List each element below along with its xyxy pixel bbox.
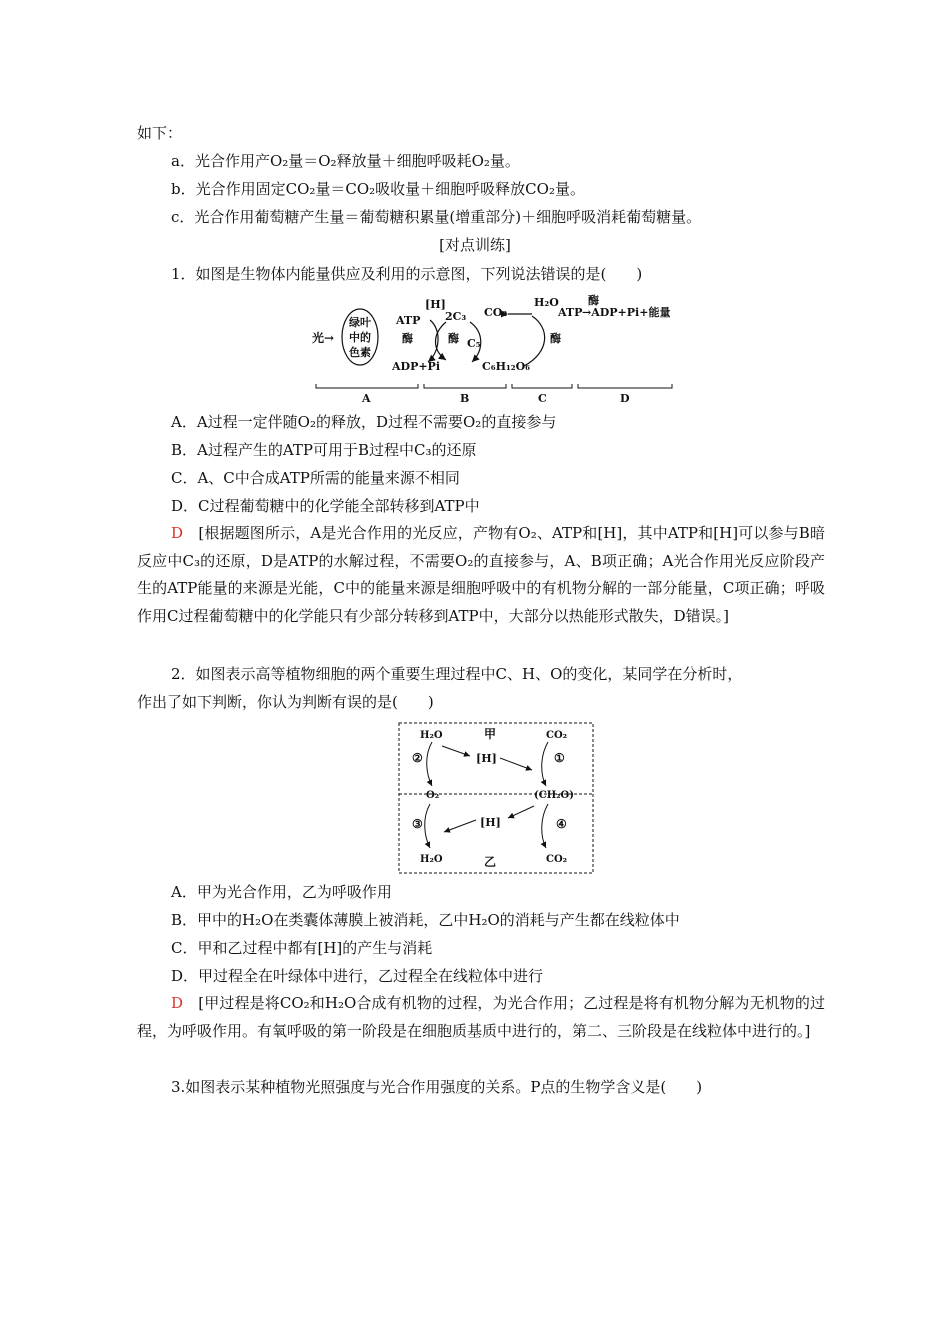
glucose-label: C₆H₁₂O₆ <box>482 360 531 373</box>
num-4: ④ <box>556 817 567 831</box>
bracket-a <box>316 384 418 388</box>
h2o-label: H₂O <box>534 296 559 309</box>
label-a: A <box>362 392 371 405</box>
q1-option-d: D．C过程葡萄糖中的化学能全部转移到ATP中 <box>171 497 480 515</box>
atp-label-1: ATP <box>396 314 421 327</box>
label-d: D <box>620 392 630 405</box>
atp-label-2: ATP <box>558 306 583 319</box>
arrow-o2-h2o <box>425 804 430 848</box>
atp-hydrolysis-label: →ADP+Pi+能量 <box>582 306 671 319</box>
co2-bottom-label: CO₂ <box>546 854 568 865</box>
enzyme-label-3: 酶 <box>550 332 561 345</box>
co2-top-label: CO₂ <box>546 730 568 741</box>
num-1: ① <box>554 751 565 765</box>
q2-stem-line1: 2．如图表示高等植物细胞的两个重要生理过程中C、H、O的变化，某同学在分析时， <box>171 665 743 683</box>
label-b: B <box>460 392 470 405</box>
q2-option-b: B．甲中的H₂O在类囊体薄膜上被消耗，乙中H₂O的消耗与产生都在线粒体中 <box>171 911 680 929</box>
h-label: [H] <box>425 298 446 311</box>
q1-explanation: [根据题图所示，A是光合作用的光反应，产物有O₂、ATP和[H]，其中ATP和[H]可以参与B暗反应中C₃的还原，D是ATP的水解过程，不需要O₂的直接参与，A、B项正确；A光合作用光反应阶段产生的ATP能量的来源是光能，C中的能量来源是细胞呼吸中的有机物分解的一部分能量，C项正确；呼吸作用C过程葡萄糖中的化学能只有少部分转移到ATP中，大部分以热能形式散失，D错误。] <box>137 524 825 625</box>
q1-answer: D <box>171 524 184 542</box>
pigment-line2: 中的 <box>349 331 371 344</box>
label-c: C <box>538 392 547 405</box>
q1-option-b: B．A过程产生的ATP可用于B过程中C₃的还原 <box>171 441 477 459</box>
bracket-b <box>424 384 506 388</box>
arrow-ch2o-h <box>508 806 534 818</box>
q1-stem: 1．如图是生物体内能量供应及利用的示意图，下列说法错误的是( ) <box>171 265 643 283</box>
q1-option-c: C．A、C中合成ATP所需的能量来源不相同 <box>171 469 460 487</box>
resp-arrow <box>524 316 545 366</box>
bracket-d <box>578 384 672 388</box>
formula-c: c．光合作用葡萄糖产生量＝葡萄糖积累量(增重部分)＋细胞呼吸消耗葡萄糖量。 <box>171 208 702 226</box>
num-2: ② <box>412 751 423 765</box>
h-top-label: [H] <box>476 752 497 765</box>
cycle-arrow-b <box>436 322 447 360</box>
arrow-ch2o-co2 <box>542 804 548 848</box>
intro-text: 如下： <box>137 124 183 142</box>
q2-option-d: D．甲过程全在叶绿体中进行，乙过程全在线粒体中进行 <box>171 967 544 985</box>
q1-answer-block <box>137 520 825 630</box>
arrow-h-h2o <box>444 820 476 832</box>
ch2o-label: (CH₂O) <box>534 790 574 801</box>
cycle-arrow-a <box>428 320 438 362</box>
q2-option-c: C．甲和乙过程中都有[H]的产生与消耗 <box>171 939 433 957</box>
arrow-h2o-o2 <box>427 742 432 786</box>
o2-label: O₂ <box>426 790 440 801</box>
jia-label: 甲 <box>484 727 497 741</box>
arrow-h-ch2o <box>500 758 532 770</box>
c5-label: C₅ <box>467 337 481 350</box>
arrow-h2o-h <box>442 746 470 756</box>
c3-label: 2C₃ <box>445 310 467 323</box>
h2o-bottom-label: H₂O <box>420 854 443 865</box>
enzyme-label-1: 酶 <box>402 332 413 345</box>
yi-label: 乙 <box>484 855 497 869</box>
formula-a: a．光合作用产O₂量＝O₂释放量＋细胞呼吸耗O₂量。 <box>171 152 520 170</box>
h-bottom-label: [H] <box>480 816 501 829</box>
q1-option-a: A．A过程一定伴随O₂的释放，D过程不需要O₂的直接参与 <box>171 413 557 431</box>
pigment-line3: 色素 <box>349 346 371 359</box>
q2-explanation: [甲过程是将CO₂和H₂O合成有机物的过程，为光合作用；乙过程是将有机物分解为无机物的过程，为呼吸作用。有氧呼吸的第一阶段是在细胞质基质中进行的，第二、三阶段是在线粒体中进行的。] <box>137 994 825 1040</box>
light-label: 光→ <box>312 331 335 345</box>
enzyme-label-4: 酶 <box>588 294 599 307</box>
q2-answer: D <box>171 994 184 1012</box>
arrow-co2-ch2o <box>542 742 548 786</box>
q2-process-diagram <box>398 722 594 874</box>
enzyme-label-2: 酶 <box>448 332 459 345</box>
q1-energy-diagram <box>312 292 684 406</box>
num-3: ③ <box>412 817 423 831</box>
formula-b: b．光合作用固定CO₂量＝CO₂吸收量＋细胞呼吸释放CO₂量。 <box>171 180 585 198</box>
co2-label: CO₂ <box>484 306 508 319</box>
q2-option-a: A．甲为光合作用，乙为呼吸作用 <box>171 883 392 901</box>
adp-pi-label: ADP+Pi <box>392 360 441 373</box>
q2-answer-block <box>137 990 825 1045</box>
h2o-top-label: H₂O <box>420 730 443 741</box>
q3-stem: 3.如图表示某种植物光照强度与光合作用强度的关系。P点的生物学含义是( ) <box>171 1078 703 1096</box>
q2-stem-line2: 作出了如下判断，你认为判断有误的是( ) <box>137 693 434 711</box>
section-title: [对点训练] <box>439 236 511 254</box>
bracket-c <box>512 384 572 388</box>
pigment-line1: 绿叶 <box>349 316 371 329</box>
